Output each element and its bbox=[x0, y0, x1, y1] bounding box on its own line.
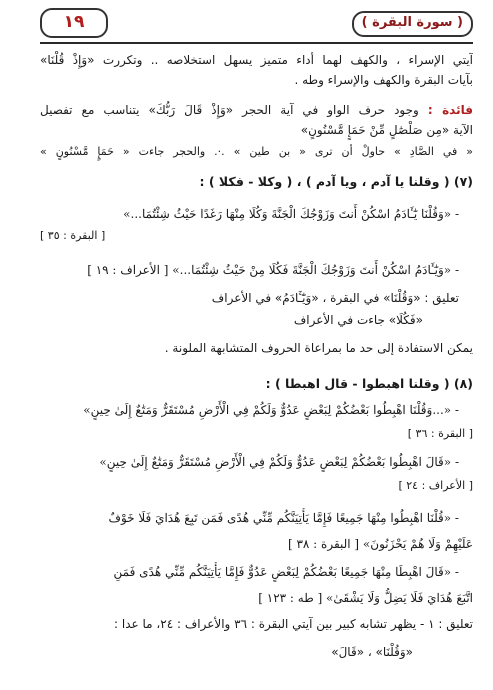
section-7-title: (٧) ( وقلنا يا آدم ، ويا آدم ) ، ( وكلا - فكلا ) : bbox=[199, 174, 473, 189]
intro-line-1: آيتي الإسراء ، والكهف لهما أداء متميز يسهل استخلاصه .. وتكررت «وَإِذْ قُلْنَا» bbox=[40, 53, 473, 67]
note-line-3: « في الصَّادِ » حاولْ أن ترى « بن طين » .·. والحجر جاءت « حَمَإٍ مَّسْنُونٍ » bbox=[40, 145, 473, 158]
note-label: فائدة : bbox=[427, 103, 473, 117]
note-text-1: وجود حرف الواو في آية الحجر «وَإِذْ قَالَ رَبُّكَ» يتناسب مع تفصيل bbox=[40, 103, 419, 117]
surah-title: ( سورة البقرة ) bbox=[352, 11, 473, 37]
taha-123-verse-1: - «قَالَ اهْبِطَا مِنْهَا جَمِيعًا بَعْضُكُمْ لِبَعْضٍ عَدُوٌّ فَإِمَّا يَأْتِيَنَّكُم مِّنِّي هُدًى فَمَنِ bbox=[113, 565, 459, 579]
comment-2-line-2: «وَقُلْنَا» ، «قَالَ» bbox=[331, 645, 413, 659]
page-header bbox=[40, 8, 473, 38]
baqarah-36-ref: [ البقرة : ٣٦ ] bbox=[407, 427, 473, 440]
comment-1-footer: يمكن الاستفادة إلى حد ما بمراعاة الحروف المتشابهة الملونة . bbox=[164, 341, 473, 355]
taha-123-verse-2: اتَّبَعَ هُدَايَ فَلَا يَضِلُّ وَلَا يَشْقَىٰ» [ طه : ١٢٣ ] bbox=[258, 591, 473, 605]
section-8-title: (٨) ( وقلنا اهبطوا - قال اهبطا ) : bbox=[265, 376, 473, 391]
araf-24-verse: - «قَالَ اهْبِطُوا بَعْضُكُمْ لِبَعْضٍ عَدُوٌّ وَلَكُمْ فِي الْأَرْضِ مُسْتَقَرٌّ وَمَتَٰعٌ إِلَىٰ حِينٍ» bbox=[99, 455, 459, 469]
baqarah-35-ref: [ البقرة : ٣٥ ] bbox=[40, 229, 106, 242]
araf-19-verse: - «وَيَٰٓـَٔادَمُ اسْكُنْ أَنتَ وَزَوْجُكَ الْجَنَّةَ فَكُلَا مِنْ حَيْثُ شِئْتُمَا...» [ الأعراف : ١٩ ] bbox=[87, 263, 459, 277]
comment-1-line-2: «فَكُلَا» جاءت في الأعراف bbox=[293, 313, 423, 327]
intro-line-2: بآيات البقرة والكهف والإسراء وطه . bbox=[294, 73, 473, 87]
baqarah-35-verse: - «وَقُلْنَا يَٰٓـَٔادَمُ اسْكُنْ أَنتَ وَزَوْجُكَ الْجَنَّةَ وَكُلَا مِنْهَا رَغَدًا حَيْثُ شِئْتُمَا...» bbox=[123, 207, 459, 221]
note-line-2: الآية «مِن صَلْصَٰلٍ مِّنْ حَمَإٍ مَّسْنُونٍ» bbox=[300, 123, 473, 137]
baqarah-38-verse-2: عَلَيْهِمْ وَلَا هُمْ يَحْزَنُونَ» [ البقرة : ٣٨ ] bbox=[287, 537, 473, 551]
header-divider bbox=[40, 42, 473, 44]
baqarah-38-verse-1: - «قُلْنَا اهْبِطُوا مِنْهَا جَمِيعًا فَإِمَّا يَأْتِيَنَّكُم مِّنِّي هُدًى فَمَن تَبِعَ هُدَايَ فَلَا خَوْفٌ bbox=[108, 511, 459, 525]
comment-1-line-1: تعليق : «وَقُلْنَا» في البقرة ، «وَيَٰٓـَٔادَمُ» في الأعراف bbox=[211, 291, 459, 305]
baqarah-36-verse: - «...وَقُلْنَا اهْبِطُوا بَعْضُكُمْ لِبَعْضٍ عَدُوٌّ وَلَكُمْ فِي الْأَرْضِ مُسْتَقَرٌّ وَمَتَٰعٌ إِلَىٰ حِينٍ» bbox=[83, 403, 459, 417]
note-line-1 bbox=[40, 100, 473, 120]
comment-2-line-1: تعليق : ١ - يظهر تشابه كبير بين آيتي البقرة : ٣٦ والأعراف : ٢٤، ما عدا : bbox=[114, 617, 473, 631]
page-number: ١٩ bbox=[40, 8, 108, 38]
araf-24-ref: [ الأعراف : ٢٤ ] bbox=[398, 479, 473, 492]
